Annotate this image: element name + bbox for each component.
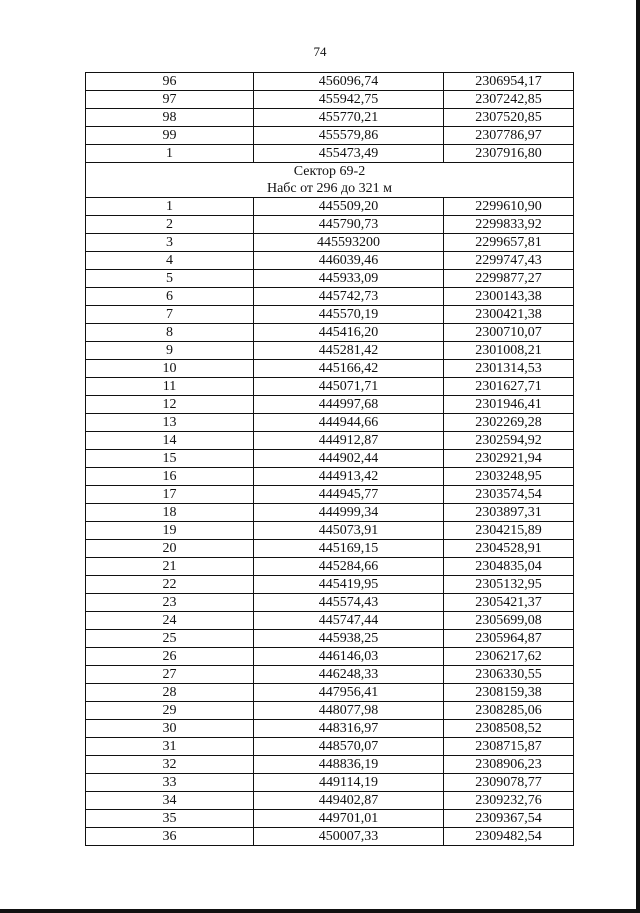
table-row <box>86 91 574 109</box>
point-number-cell: 15 <box>86 450 254 468</box>
point-number-cell: 36 <box>86 828 254 846</box>
y-coordinate-cell: 2305132,95 <box>444 576 574 594</box>
y-coordinate-cell: 2303897,31 <box>444 504 574 522</box>
table-row <box>86 648 574 666</box>
table-row <box>86 702 574 720</box>
table-row <box>86 504 574 522</box>
point-number-cell: 3 <box>86 234 254 252</box>
point-number-cell: 19 <box>86 522 254 540</box>
table-row <box>86 234 574 252</box>
point-number-cell: 7 <box>86 306 254 324</box>
table-row <box>86 378 574 396</box>
table-row <box>86 684 574 702</box>
y-coordinate-cell: 2308285,06 <box>444 702 574 720</box>
y-coordinate-cell: 2299877,27 <box>444 270 574 288</box>
point-number-cell: 13 <box>86 414 254 432</box>
y-coordinate-cell: 2302921,94 <box>444 450 574 468</box>
page-number: 74 <box>313 44 327 59</box>
point-number-cell: 6 <box>86 288 254 306</box>
point-number-cell: 29 <box>86 702 254 720</box>
y-coordinate-cell: 2309232,76 <box>444 792 574 810</box>
x-coordinate-cell: 445509,20 <box>254 198 444 216</box>
table-row <box>86 252 574 270</box>
table-row <box>86 73 574 91</box>
y-coordinate-cell: 2304528,91 <box>444 540 574 558</box>
table-row <box>86 630 574 648</box>
table-row <box>86 738 574 756</box>
x-coordinate-cell: 445419,95 <box>254 576 444 594</box>
table-row <box>86 109 574 127</box>
point-number-cell: 31 <box>86 738 254 756</box>
table-row <box>86 558 574 576</box>
point-number-cell: 99 <box>86 127 254 145</box>
point-number-cell: 10 <box>86 360 254 378</box>
table-row <box>86 522 574 540</box>
x-coordinate-cell: 445073,91 <box>254 522 444 540</box>
table-row <box>86 216 574 234</box>
point-number-cell: 4 <box>86 252 254 270</box>
y-coordinate-cell: 2299657,81 <box>444 234 574 252</box>
y-coordinate-cell: 2301314,53 <box>444 360 574 378</box>
point-number-cell: 35 <box>86 810 254 828</box>
point-number-cell: 1 <box>86 145 254 163</box>
x-coordinate-cell: 455473,49 <box>254 145 444 163</box>
table-row <box>86 288 574 306</box>
y-coordinate-cell: 2306330,55 <box>444 666 574 684</box>
table-row <box>86 127 574 145</box>
y-coordinate-cell: 2309367,54 <box>444 810 574 828</box>
table-row <box>86 270 574 288</box>
x-coordinate-cell: 445570,19 <box>254 306 444 324</box>
point-number-cell: 26 <box>86 648 254 666</box>
point-number-cell: 14 <box>86 432 254 450</box>
section-row <box>86 163 574 198</box>
point-number-cell: 11 <box>86 378 254 396</box>
y-coordinate-cell: 2299610,90 <box>444 198 574 216</box>
table-row <box>86 432 574 450</box>
x-coordinate-cell: 447956,41 <box>254 684 444 702</box>
point-number-cell: 96 <box>86 73 254 91</box>
y-coordinate-cell: 2305421,37 <box>444 594 574 612</box>
point-number-cell: 20 <box>86 540 254 558</box>
point-number-cell: 97 <box>86 91 254 109</box>
table-row <box>86 324 574 342</box>
x-coordinate-cell: 444999,34 <box>254 504 444 522</box>
table-row <box>86 414 574 432</box>
y-coordinate-cell: 2307786,97 <box>444 127 574 145</box>
x-coordinate-cell: 444944,66 <box>254 414 444 432</box>
point-number-cell: 21 <box>86 558 254 576</box>
table-row <box>86 360 574 378</box>
point-number-cell: 18 <box>86 504 254 522</box>
x-coordinate-cell: 446146,03 <box>254 648 444 666</box>
x-coordinate-cell: 446248,33 <box>254 666 444 684</box>
x-coordinate-cell: 445284,66 <box>254 558 444 576</box>
point-number-cell: 16 <box>86 468 254 486</box>
point-number-cell: 22 <box>86 576 254 594</box>
point-number-cell: 1 <box>86 198 254 216</box>
y-coordinate-cell: 2308508,52 <box>444 720 574 738</box>
table-body-after <box>86 198 574 846</box>
section-title: Сектор 69-2 <box>293 164 366 179</box>
x-coordinate-cell: 456096,74 <box>254 73 444 91</box>
table-row <box>86 828 574 846</box>
y-coordinate-cell: 2308715,87 <box>444 738 574 756</box>
table-row <box>86 792 574 810</box>
table-body-before <box>86 73 574 163</box>
y-coordinate-cell: 2301008,21 <box>444 342 574 360</box>
x-coordinate-cell: 450007,33 <box>254 828 444 846</box>
x-coordinate-cell: 448836,19 <box>254 756 444 774</box>
x-coordinate-cell: 445593200 <box>254 234 444 252</box>
y-coordinate-cell: 2304215,89 <box>444 522 574 540</box>
x-coordinate-cell: 455770,21 <box>254 109 444 127</box>
point-number-cell: 30 <box>86 720 254 738</box>
point-number-cell: 98 <box>86 109 254 127</box>
point-number-cell: 12 <box>86 396 254 414</box>
x-coordinate-cell: 445071,71 <box>254 378 444 396</box>
x-coordinate-cell: 445169,15 <box>254 540 444 558</box>
table-row <box>86 145 574 163</box>
y-coordinate-cell: 2307242,85 <box>444 91 574 109</box>
table-row <box>86 396 574 414</box>
x-coordinate-cell: 445166,42 <box>254 360 444 378</box>
point-number-cell: 33 <box>86 774 254 792</box>
y-coordinate-cell: 2305699,08 <box>444 612 574 630</box>
x-coordinate-cell: 448077,98 <box>254 702 444 720</box>
x-coordinate-cell: 444997,68 <box>254 396 444 414</box>
x-coordinate-cell: 445938,25 <box>254 630 444 648</box>
table-row <box>86 468 574 486</box>
y-coordinate-cell: 2306954,17 <box>444 73 574 91</box>
x-coordinate-cell: 445574,43 <box>254 594 444 612</box>
point-number-cell: 9 <box>86 342 254 360</box>
table-row <box>86 666 574 684</box>
point-number-cell: 34 <box>86 792 254 810</box>
x-coordinate-cell: 444902,44 <box>254 450 444 468</box>
x-coordinate-cell: 445416,20 <box>254 324 444 342</box>
table-row <box>86 306 574 324</box>
x-coordinate-cell: 449114,19 <box>254 774 444 792</box>
section-cell <box>86 163 574 198</box>
y-coordinate-cell: 2299747,43 <box>444 252 574 270</box>
table-row <box>86 450 574 468</box>
table-row <box>86 756 574 774</box>
y-coordinate-cell: 2301946,41 <box>444 396 574 414</box>
y-coordinate-cell: 2305964,87 <box>444 630 574 648</box>
y-coordinate-cell: 2300710,07 <box>444 324 574 342</box>
x-coordinate-cell: 449701,01 <box>254 810 444 828</box>
table-row <box>86 486 574 504</box>
y-coordinate-cell: 2303574,54 <box>444 486 574 504</box>
y-coordinate-cell: 2300421,38 <box>444 306 574 324</box>
table-row <box>86 612 574 630</box>
point-number-cell: 32 <box>86 756 254 774</box>
x-coordinate-cell: 445933,09 <box>254 270 444 288</box>
y-coordinate-cell: 2304835,04 <box>444 558 574 576</box>
point-number-cell: 17 <box>86 486 254 504</box>
point-number-cell: 23 <box>86 594 254 612</box>
table-row <box>86 774 574 792</box>
y-coordinate-cell: 2308159,38 <box>444 684 574 702</box>
y-coordinate-cell: 2303248,95 <box>444 468 574 486</box>
y-coordinate-cell: 2307916,80 <box>444 145 574 163</box>
x-coordinate-cell: 444912,87 <box>254 432 444 450</box>
section-subtitle: Набс от 296 до 321 м <box>266 181 393 196</box>
y-coordinate-cell: 2306217,62 <box>444 648 574 666</box>
point-number-cell: 27 <box>86 666 254 684</box>
x-coordinate-cell: 448316,97 <box>254 720 444 738</box>
coordinates-table <box>85 72 574 846</box>
x-coordinate-cell: 446039,46 <box>254 252 444 270</box>
table-row <box>86 720 574 738</box>
point-number-cell: 2 <box>86 216 254 234</box>
x-coordinate-cell: 445747,44 <box>254 612 444 630</box>
point-number-cell: 25 <box>86 630 254 648</box>
y-coordinate-cell: 2309482,54 <box>444 828 574 846</box>
x-coordinate-cell: 445790,73 <box>254 216 444 234</box>
y-coordinate-cell: 2302269,28 <box>444 414 574 432</box>
y-coordinate-cell: 2301627,71 <box>444 378 574 396</box>
x-coordinate-cell: 449402,87 <box>254 792 444 810</box>
table-row <box>86 576 574 594</box>
table-row <box>86 198 574 216</box>
section-header <box>86 163 574 198</box>
point-number-cell: 24 <box>86 612 254 630</box>
x-coordinate-cell: 455579,86 <box>254 127 444 145</box>
y-coordinate-cell: 2308906,23 <box>444 756 574 774</box>
point-number-cell: 8 <box>86 324 254 342</box>
point-number-cell: 5 <box>86 270 254 288</box>
table-row <box>86 540 574 558</box>
x-coordinate-cell: 444913,42 <box>254 468 444 486</box>
y-coordinate-cell: 2309078,77 <box>444 774 574 792</box>
y-coordinate-cell: 2299833,92 <box>444 216 574 234</box>
table-row <box>86 594 574 612</box>
y-coordinate-cell: 2300143,38 <box>444 288 574 306</box>
x-coordinate-cell: 445281,42 <box>254 342 444 360</box>
x-coordinate-cell: 455942,75 <box>254 91 444 109</box>
table-row <box>86 810 574 828</box>
point-number-cell: 28 <box>86 684 254 702</box>
y-coordinate-cell: 2302594,92 <box>444 432 574 450</box>
x-coordinate-cell: 448570,07 <box>254 738 444 756</box>
table-row <box>86 342 574 360</box>
y-coordinate-cell: 2307520,85 <box>444 109 574 127</box>
x-coordinate-cell: 445742,73 <box>254 288 444 306</box>
x-coordinate-cell: 444945,77 <box>254 486 444 504</box>
